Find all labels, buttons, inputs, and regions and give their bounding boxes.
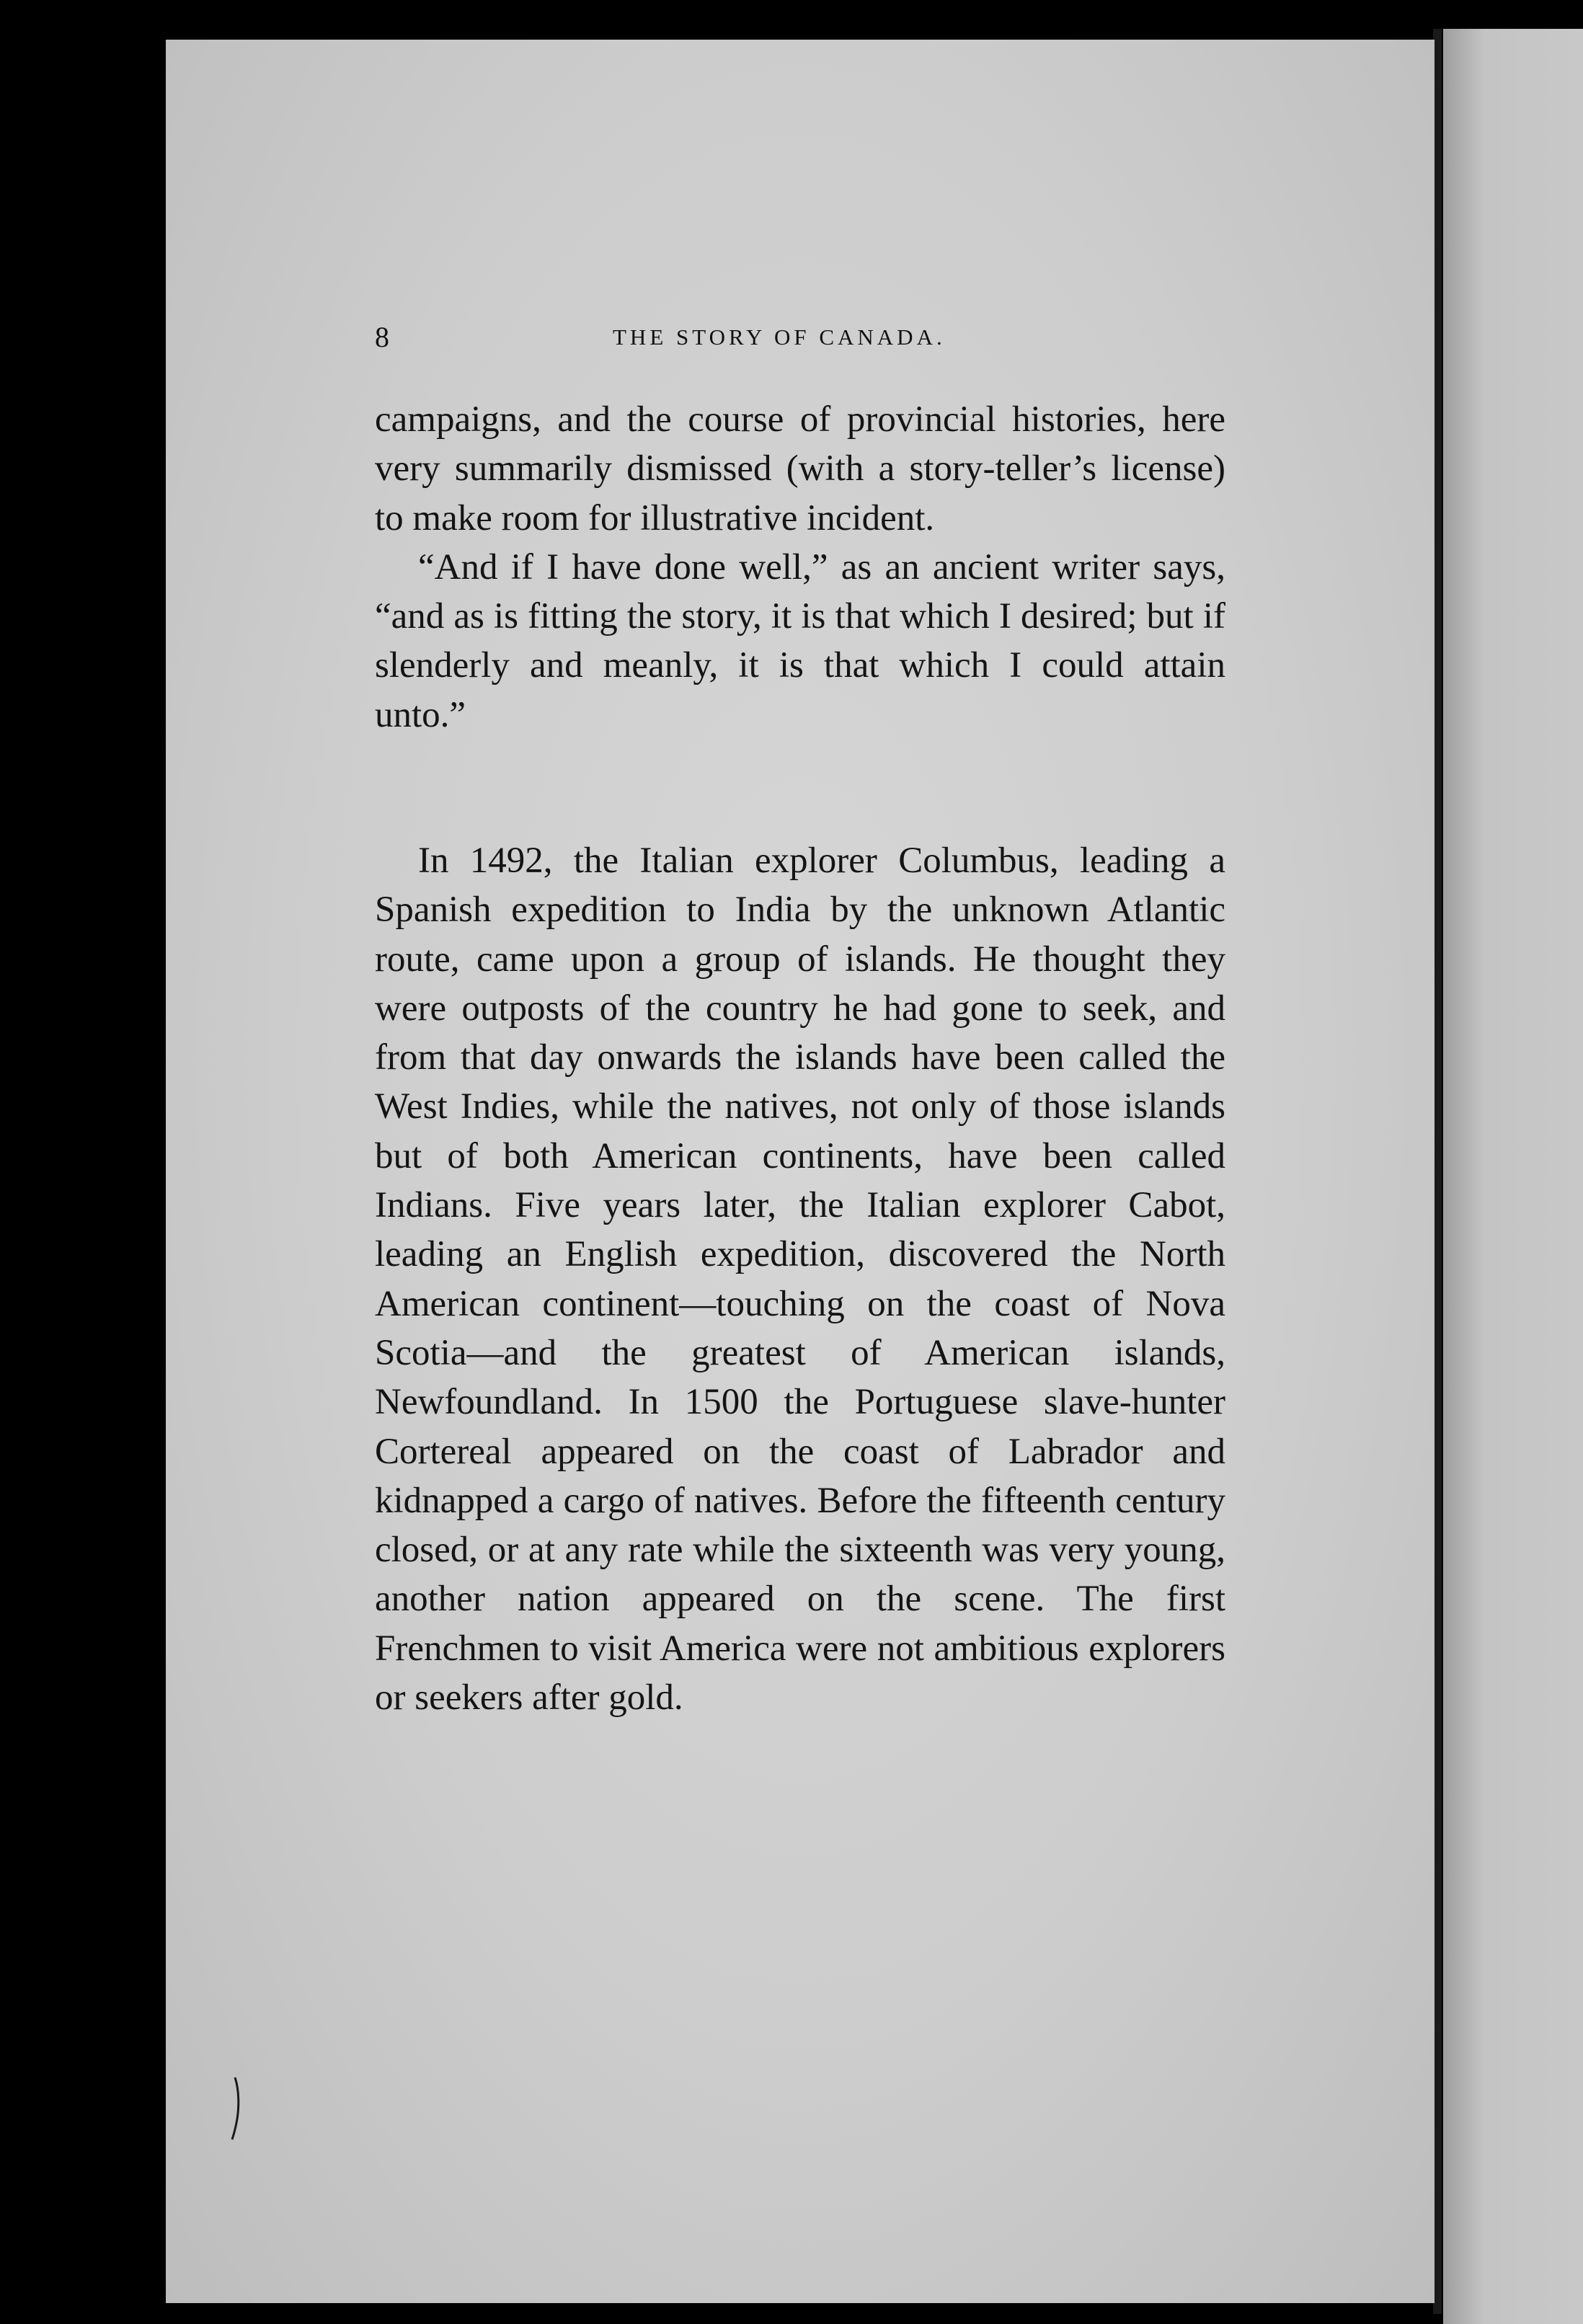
running-title: THE STORY OF CANADA. — [613, 324, 946, 350]
paragraph-quotation: “And if I have done well,” as an ancient writer says, “and as is fitting the story, it is that which I desired; but if slenderly and meanly, it is that which I could attain unto.” — [375, 546, 1225, 735]
text-section-main — [375, 836, 1225, 1722]
adjacent-page — [1443, 29, 1583, 2324]
page-number: 8 — [375, 321, 389, 353]
page-header — [375, 316, 1225, 359]
paragraph-history: In 1492, the Italian explorer Columbus, leading a Spanish expedition to India by the unknown Atlantic route, came upon a group of islands. He thought they were outposts of the country he had gone to seek, and from that day onwards the islands have been called the West Indies, while the natives, not only of those islands but of both American continents, have been called Indians. Five years later, the Italian explorer Cabot, leading an English expedition, discovered the North American continent—touching on the coast of Nova Scotia—and the greatest of American islands, Newfoundland. In 1500 the Portuguese slave-hunter Cortereal appeared on the coast of Labrador and kidnapped a cargo of natives. Before the fifteenth century closed, or at any rate while the sixteenth was very young, another nation appeared on the scene. The first Frenchmen to visit America were not ambitious explorers or seekers after gold. — [375, 841, 1225, 1718]
text-section-top — [375, 395, 1225, 740]
margin-pen-mark — [229, 2076, 244, 2141]
paragraph-continued: campaigns, and the course of provincial histories, here very summarily dismissed (with a story-teller’s license) to make room for illustrative incident. — [375, 399, 1225, 538]
